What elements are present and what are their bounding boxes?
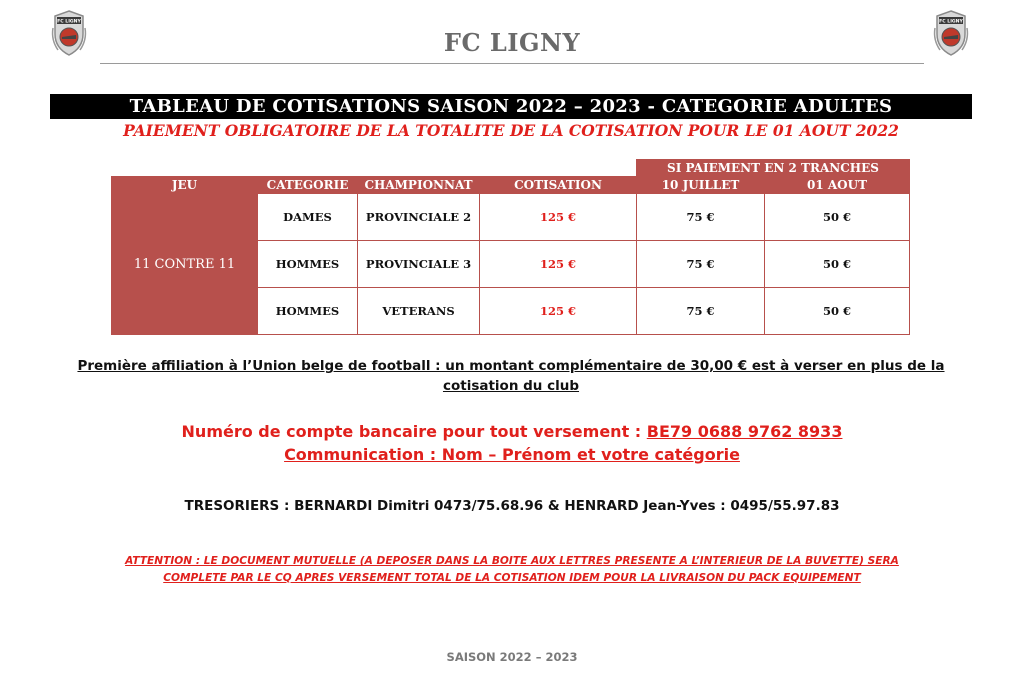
installment-august-cell: 50 € xyxy=(765,194,910,241)
fee-cell: 125 € xyxy=(480,241,637,288)
affiliation-note-line2: cotisation du club xyxy=(442,378,580,394)
attention-notice xyxy=(40,553,984,587)
attention-line2: COMPLETE PAR LE CQ APRES VERSEMENT TOTAL DE LA COTISATION IDEM POUR LA LIVRAISON DU PACK EQUIPEMENT xyxy=(163,572,861,584)
category-cell: DAMES xyxy=(258,194,358,241)
payment-deadline-notice: PAIEMENT OBLIGATOIRE DE LA TOTALITE DE LA COTISATION POUR LE 01 AOUT 2022 xyxy=(123,121,899,140)
club-title: FC LIGNY xyxy=(443,28,581,57)
svg-text:FC LIGNY: FC LIGNY xyxy=(939,19,963,25)
payment-communication: Communication : Nom – Prénom et votre catégorie xyxy=(284,445,740,464)
affiliation-note xyxy=(50,356,972,396)
category-cell: HOMMES xyxy=(258,288,358,335)
installment-july-cell: 75 € xyxy=(637,288,765,335)
bank-account-label: Numéro de compte bancaire pour tout versement : xyxy=(181,422,647,441)
installment-august-cell: 50 € xyxy=(765,288,910,335)
column-header: 01 AOUT xyxy=(765,177,910,194)
game-format-cell: 11 CONTRE 11 xyxy=(112,194,258,335)
installment-july-cell: 75 € xyxy=(637,194,765,241)
column-header: JEU xyxy=(112,177,258,194)
fee-table xyxy=(111,159,910,335)
column-header: CATEGORIE xyxy=(258,177,358,194)
svg-text:FC LIGNY: FC LIGNY xyxy=(57,19,81,25)
page-title-banner: TABLEAU DE COTISATIONS SAISON 2022 – 2023 - CATEGORIE ADULTES xyxy=(50,94,972,119)
column-header: 10 JUILLET xyxy=(637,177,765,194)
attention-line1: ATTENTION : LE DOCUMENT MUTUELLE (A DEPOSER DANS LA BOITE AUX LETTRES PRESENTE A L’INTERIEUR DE LA BUVETTE) SERA xyxy=(125,555,899,567)
fee-cell: 125 € xyxy=(480,288,637,335)
installments-group-header: SI PAIEMENT EN 2 TRANCHES xyxy=(637,160,910,177)
table-group-header-row xyxy=(112,160,910,177)
column-header: COTISATION xyxy=(480,177,637,194)
category-cell: HOMMES xyxy=(258,241,358,288)
championship-cell: VETERANS xyxy=(358,288,480,335)
affiliation-note-line1: Première affiliation à l’Union belge de football : un montant complémentaire de 30,00 € est à verser en plus de la xyxy=(77,358,945,374)
championship-cell: PROVINCIALE 3 xyxy=(358,241,480,288)
installment-july-cell: 75 € xyxy=(637,241,765,288)
header-divider xyxy=(100,63,924,64)
fee-cell: 125 € xyxy=(480,194,637,241)
installment-august-cell: 50 € xyxy=(765,241,910,288)
table-row xyxy=(112,194,910,241)
column-header: CHAMPIONNAT xyxy=(358,177,480,194)
bank-info xyxy=(0,420,1024,466)
bank-iban: BE79 0688 9762 8933 xyxy=(646,422,843,441)
table-header-row xyxy=(112,177,910,194)
championship-cell: PROVINCIALE 2 xyxy=(358,194,480,241)
treasurers-contact: TRESORIERS : BERNARDI Dimitri 0473/75.68.96 & HENRARD Jean-Yves : 0495/55.97.83 xyxy=(184,498,840,514)
season-footer: SAISON 2022 – 2023 xyxy=(446,650,578,664)
